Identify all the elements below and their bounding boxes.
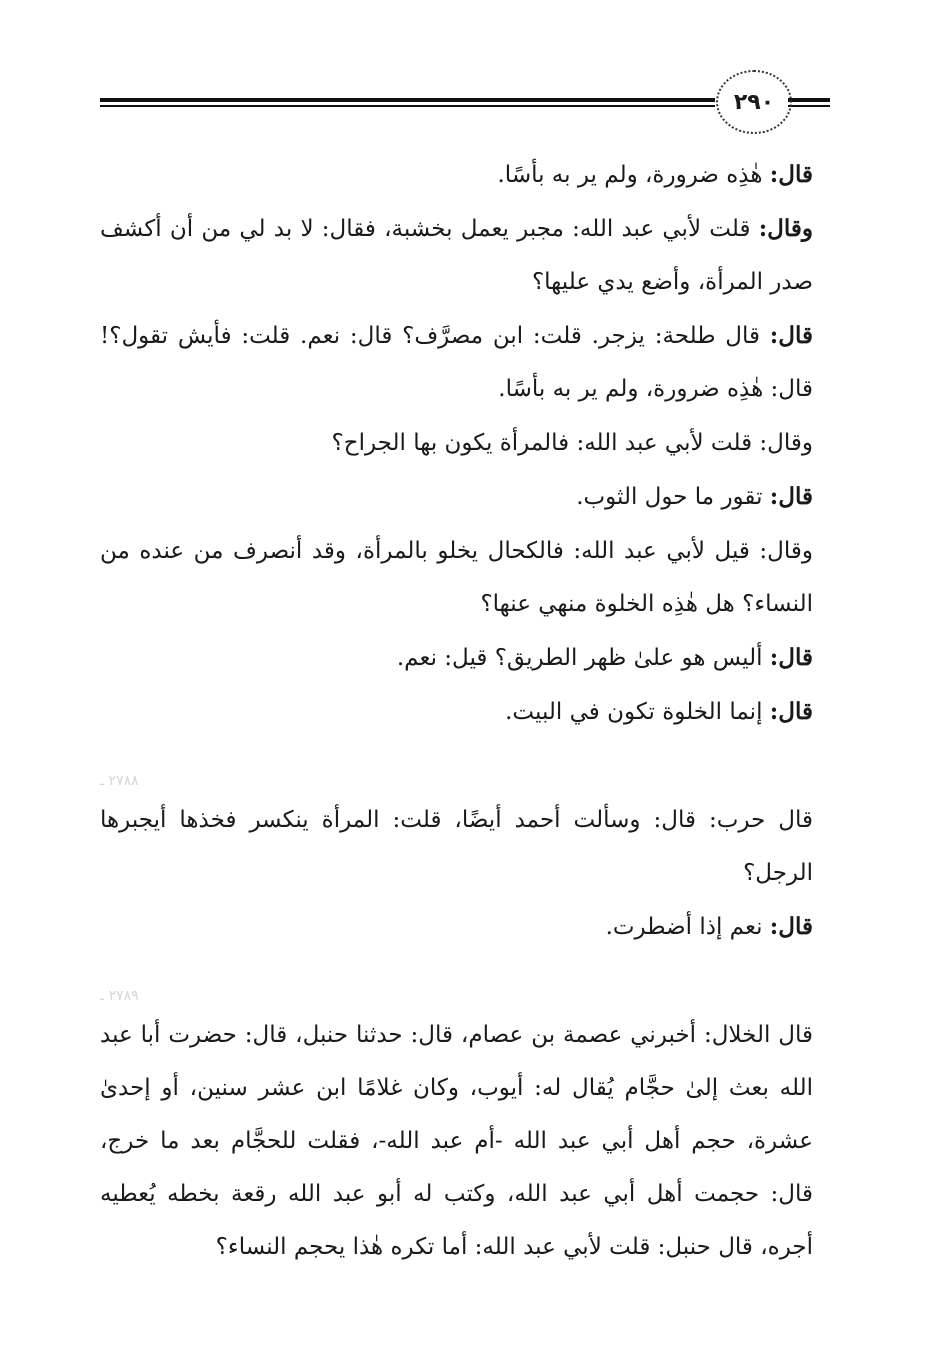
speaker-label: قال: [769, 913, 813, 940]
paragraph [100, 202, 835, 309]
faint-section-mark: ٢٧٨٩ ـ [100, 988, 139, 1004]
speaker-label: قال: [769, 483, 813, 510]
paragraph [100, 309, 835, 416]
paragraph [100, 1008, 835, 1274]
speaker-label: وقال: [758, 215, 813, 242]
paragraph-text: وقال: قلت لأبي عبد الله: فالمرأة يكون بها الجراح؟ [331, 430, 813, 456]
paragraph [100, 416, 835, 470]
paragraph [100, 900, 835, 954]
paragraph-text: قلت لأبي عبد الله: مجبر يعمل بخشبة، فقال: لا بد لي من أن أكشف صدر المرأة، وأضع يدي عليها؟ [100, 216, 813, 295]
paragraph [100, 148, 835, 202]
header-rule-right [788, 98, 830, 102]
speaker-label: قال: [769, 161, 813, 188]
paragraph [100, 524, 835, 631]
speaker-label: قال: [769, 698, 813, 725]
section-gap [100, 954, 835, 1008]
paragraph [100, 685, 835, 739]
paragraph-text: نعم إذا أضطرت. [605, 914, 770, 940]
paragraph-text: قال حرب: قال: وسألت أحمد أيضًا، قلت: المرأة ينكسر فخذها أيجبرها الرجل؟ [100, 807, 813, 886]
header-rule-thin [100, 105, 715, 107]
paragraph-text: هٰذِه ضرورة، ولم ير به بأسًا. [497, 162, 770, 188]
page-number: ٢٩٠ [733, 89, 775, 115]
paragraph-text: تقور ما حول الثوب. [576, 484, 770, 510]
paragraph-text: قال طلحة: يزجر. قلت: ابن مصرَّف؟ قال: نعم. قلت: فأيش تقول؟! قال: هٰذِه ضرورة، ولم ير به بأسًا. [100, 323, 813, 402]
header-rule [100, 98, 715, 102]
paragraph-text: إنما الخلوة تكون في البيت. [505, 699, 770, 725]
speaker-label: قال: [769, 322, 813, 349]
faint-section-mark: ٢٧٨٨ ـ [100, 773, 139, 789]
page-header [100, 62, 830, 142]
paragraph [100, 470, 835, 524]
paragraph [100, 631, 835, 685]
main-text [100, 148, 835, 1274]
header-rule-right-thin [788, 105, 830, 107]
paragraph-text: أليس هو علىٰ ظهر الطريق؟ قيل: نعم. [396, 645, 770, 671]
page-number-badge [716, 70, 792, 134]
paragraph-text: وقال: قيل لأبي عبد الله: فالكحال يخلو بالمرأة، وقد أنصرف من عنده من النساء؟ هل هٰذِه الخلوة منهي عنها؟ [100, 538, 813, 617]
paragraph-text: قال الخلال: أخبرني عصمة بن عصام، قال: حدثنا حنبل، قال: حضرت أبا عبد الله بعث إلىٰ حجَّام يُقال له: أيوب، وكان غلامًا ابن عشر سنين، أو إحدىٰ عشرة، حجم أهل أبي عبد الله -أم عبد الله-، فقلت للحجَّام بعد ما خرج، قال: حجمت أهل أبي عبد الله، وكتب له أبو عبد الله رقعة بخطه يُعطيه أجره، قال حنبل: قلت لأبي عبد الله: أما تكره هٰذا يحجم النساء؟ [100, 1022, 813, 1260]
speaker-label: قال: [769, 644, 813, 671]
paragraph [100, 793, 835, 900]
section-gap [100, 739, 835, 793]
